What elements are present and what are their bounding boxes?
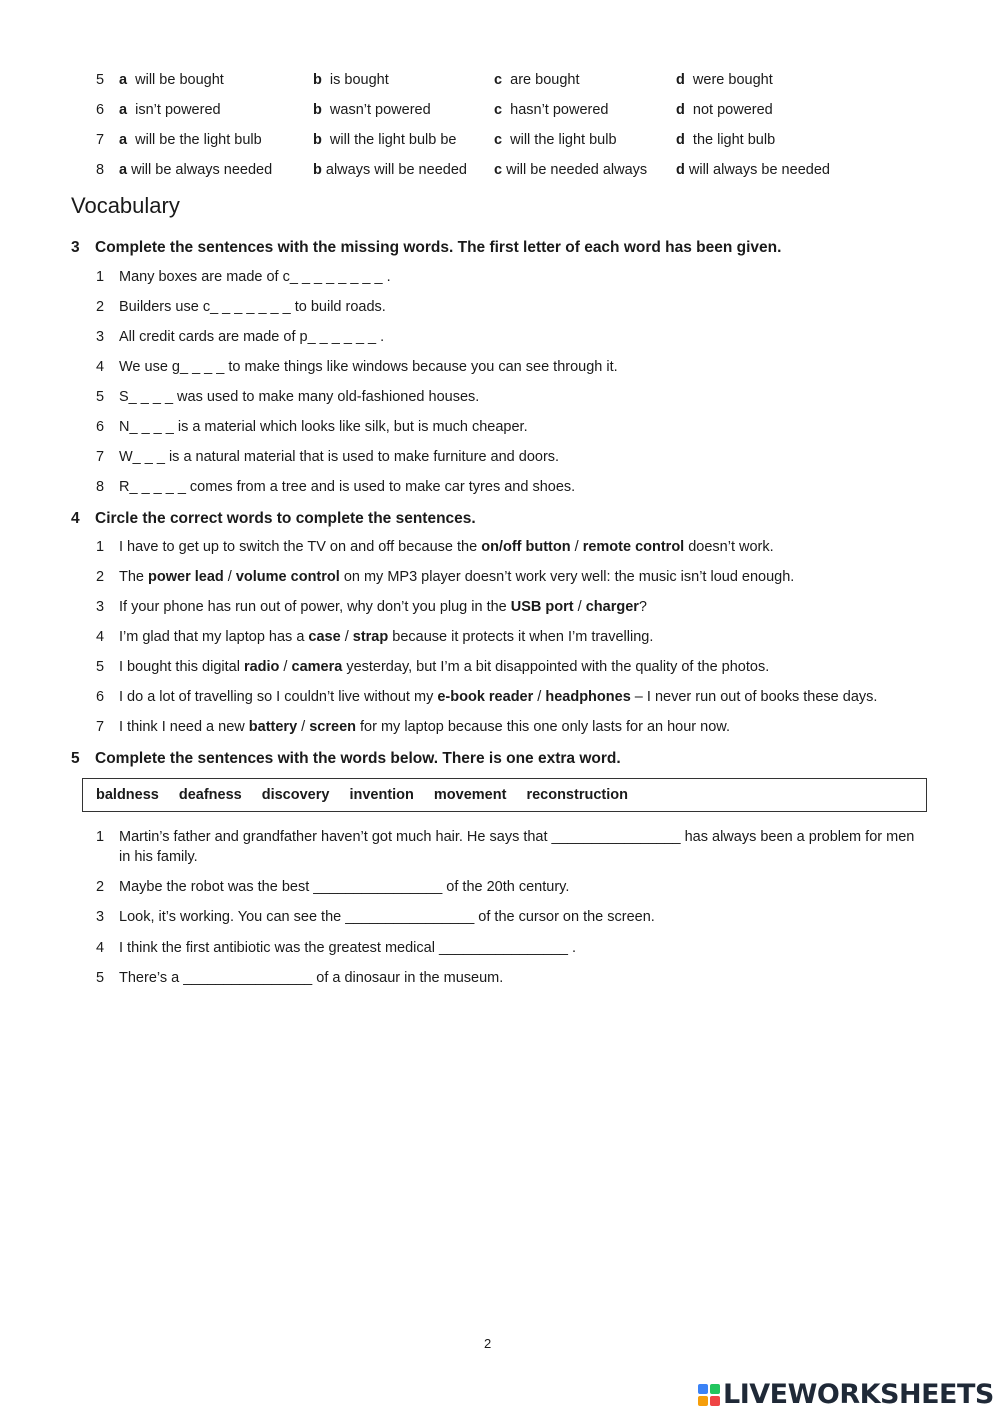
item-number: 8 [96,479,105,495]
item-number: 5 [96,72,105,88]
option-b[interactable]: b is bought [313,72,389,88]
item-text: Many boxes are made of c_ _ _ _ _ _ _ _ . [119,269,391,285]
mc-row [0,70,1000,90]
item-number: 1 [96,269,105,285]
list-item [0,627,1000,647]
item-text: S_ _ _ _ was used to make many old-fashioned houses. [119,389,480,405]
word-bank-item: baldness [96,787,159,803]
logo-square [710,1396,720,1406]
choice-option[interactable]: volume control [235,569,340,585]
list-item [0,968,1000,988]
list-item [0,447,1000,467]
mc-row [0,160,1000,180]
item-number: 4 [96,940,105,956]
item-text: I do a lot of travelling so I couldn’t live without my e-book reader / headphones – I never run out of books these days. [119,689,878,705]
option-c[interactable]: c will be needed always [494,162,648,178]
logo-grid-icon [698,1384,720,1406]
choice-option[interactable]: remote control [582,539,685,555]
item-number: 4 [96,629,105,645]
exercise-4-instruction: 4 Circle the correct words to complete the sentences. [71,510,476,527]
item-number: 1 [96,539,105,555]
item-number: 8 [96,162,105,178]
choice-option[interactable]: screen [309,719,356,735]
option-b[interactable]: b will the light bulb be [313,132,457,148]
item-text: R_ _ _ _ _ comes from a tree and is used to make car tyres and shoes. [119,479,576,495]
logo-square [698,1384,708,1394]
item-text: I’m glad that my laptop has a case / strap because it protects it when I’m travelling. [119,629,654,645]
item-text: N_ _ _ _ is a material which looks like silk, but is much cheaper. [119,419,528,435]
option-d[interactable]: d not powered [676,102,773,118]
choice-option[interactable]: radio [243,659,280,675]
word-bank-item: deafness [178,787,242,803]
item-number: 5 [96,659,105,675]
item-number: 3 [96,599,105,615]
item-text: W_ _ _ is a natural material that is used to make furniture and doors. [119,449,560,465]
word-bank-item: discovery [261,787,330,803]
choice-option[interactable]: on/off button [481,539,571,555]
choice-option[interactable]: power lead [148,569,224,585]
list-item [0,657,1000,677]
word-bank-item: movement [433,787,507,803]
list-item [0,907,1000,927]
list-item [0,717,1000,737]
item-text: I bought this digital radio / camera yesterday, but I’m a bit disappointed with the quality of the photos. [119,659,770,675]
item-number: 2 [96,299,105,315]
logo-square [710,1384,720,1394]
choice-option[interactable]: e-book reader [437,689,534,705]
list-item [0,877,1000,897]
item-number: 2 [96,569,105,585]
item-text[interactable]: Maybe the robot was the best ________________ of the 20th century. [119,879,570,895]
item-text[interactable]: I think the first antibiotic was the greatest medical ________________ . [119,940,577,956]
item-number: 2 [96,879,105,895]
list-item [0,357,1000,377]
list-item [0,827,1000,867]
word-bank-item: reconstruction [526,787,628,803]
item-number: 3 [96,329,105,345]
liveworksheets-logo [698,1379,994,1410]
item-number: 7 [96,719,105,735]
item-number: 7 [96,132,105,148]
exercise-number: 5 [71,750,80,767]
option-b[interactable]: b wasn’t powered [313,102,431,118]
item-number: 6 [96,102,105,118]
page-number: 2 [484,1336,492,1351]
list-item [0,938,1000,958]
item-number: 3 [96,909,105,925]
item-number: 4 [96,359,105,375]
item-text: We use g_ _ _ _ to make things like windows because you can see through it. [119,359,618,375]
option-c[interactable]: c will the light bulb [494,132,617,148]
list-item [0,687,1000,707]
exercise-number: 3 [71,239,80,256]
option-a[interactable]: a will be the light bulb [119,132,262,148]
list-item [0,477,1000,497]
option-d[interactable]: d were bought [676,72,773,88]
list-item [0,297,1000,317]
option-d[interactable]: d will always be needed [676,162,830,178]
choice-option[interactable]: headphones [545,689,631,705]
item-text[interactable]: There’s a ________________ of a dinosaur in the museum. [119,970,504,986]
option-c[interactable]: c hasn’t powered [494,102,609,118]
list-item [0,267,1000,287]
exercise-5-instruction: 5 Complete the sentences with the words below. There is one extra word. [71,750,621,767]
mc-row [0,100,1000,120]
exercise-number: 4 [71,510,80,527]
item-number: 1 [96,829,105,845]
list-item [0,567,1000,587]
option-c[interactable]: c are bought [494,72,580,88]
item-text: If your phone has run out of power, why don’t you plug in the USB port / charger? [119,599,647,615]
item-text: I have to get up to switch the TV on and off because the on/off button / remote control doesn’t work. [119,539,774,555]
logo-square [698,1396,708,1406]
item-number: 5 [96,389,105,405]
item-number: 6 [96,689,105,705]
list-item [0,417,1000,437]
exercise-3-instruction: 3 Complete the sentences with the missing words. The first letter of each word has been given. [71,239,782,256]
choice-option[interactable]: charger [585,599,639,615]
item-text: All credit cards are made of p_ _ _ _ _ _ . [119,329,385,345]
option-d[interactable]: d the light bulb [676,132,776,148]
item-number: 6 [96,419,105,435]
list-item [0,387,1000,407]
item-number: 5 [96,970,105,986]
choice-option[interactable]: USB port [510,599,574,615]
item-text: I think I need a new battery / screen for my laptop because this one only lasts for an hour now. [119,719,730,735]
word-bank-item: invention [349,787,414,803]
item-text[interactable]: Look, it’s working. You can see the ________________ of the cursor on the screen. [119,909,655,925]
option-a[interactable]: a will be bought [119,72,224,88]
choice-option[interactable]: strap [352,629,389,645]
option-a[interactable]: a isn’t powered [119,102,221,118]
word-bank [82,778,927,812]
option-a[interactable]: a will be always needed [119,162,273,178]
option-b[interactable]: b always will be needed [313,162,467,178]
choice-option[interactable]: battery [248,719,298,735]
mc-row [0,130,1000,150]
item-text: Builders use c_ _ _ _ _ _ _ to build roads. [119,299,386,315]
list-item [0,537,1000,557]
list-item [0,327,1000,347]
item-text[interactable]: Martin’s father and grandfather haven’t got much hair. He says that ________________ has always been a problem for men in his family. [119,829,915,865]
logo-text: LIVEWORKSHEETS [723,1379,994,1410]
list-item [0,597,1000,617]
choice-option[interactable]: case [308,629,341,645]
item-text: The power lead / volume control on my MP3 player doesn’t work very well: the music isn’t loud enough. [119,569,795,585]
section-title: Vocabulary [71,193,180,218]
choice-option[interactable]: camera [291,659,343,675]
item-number: 7 [96,449,105,465]
